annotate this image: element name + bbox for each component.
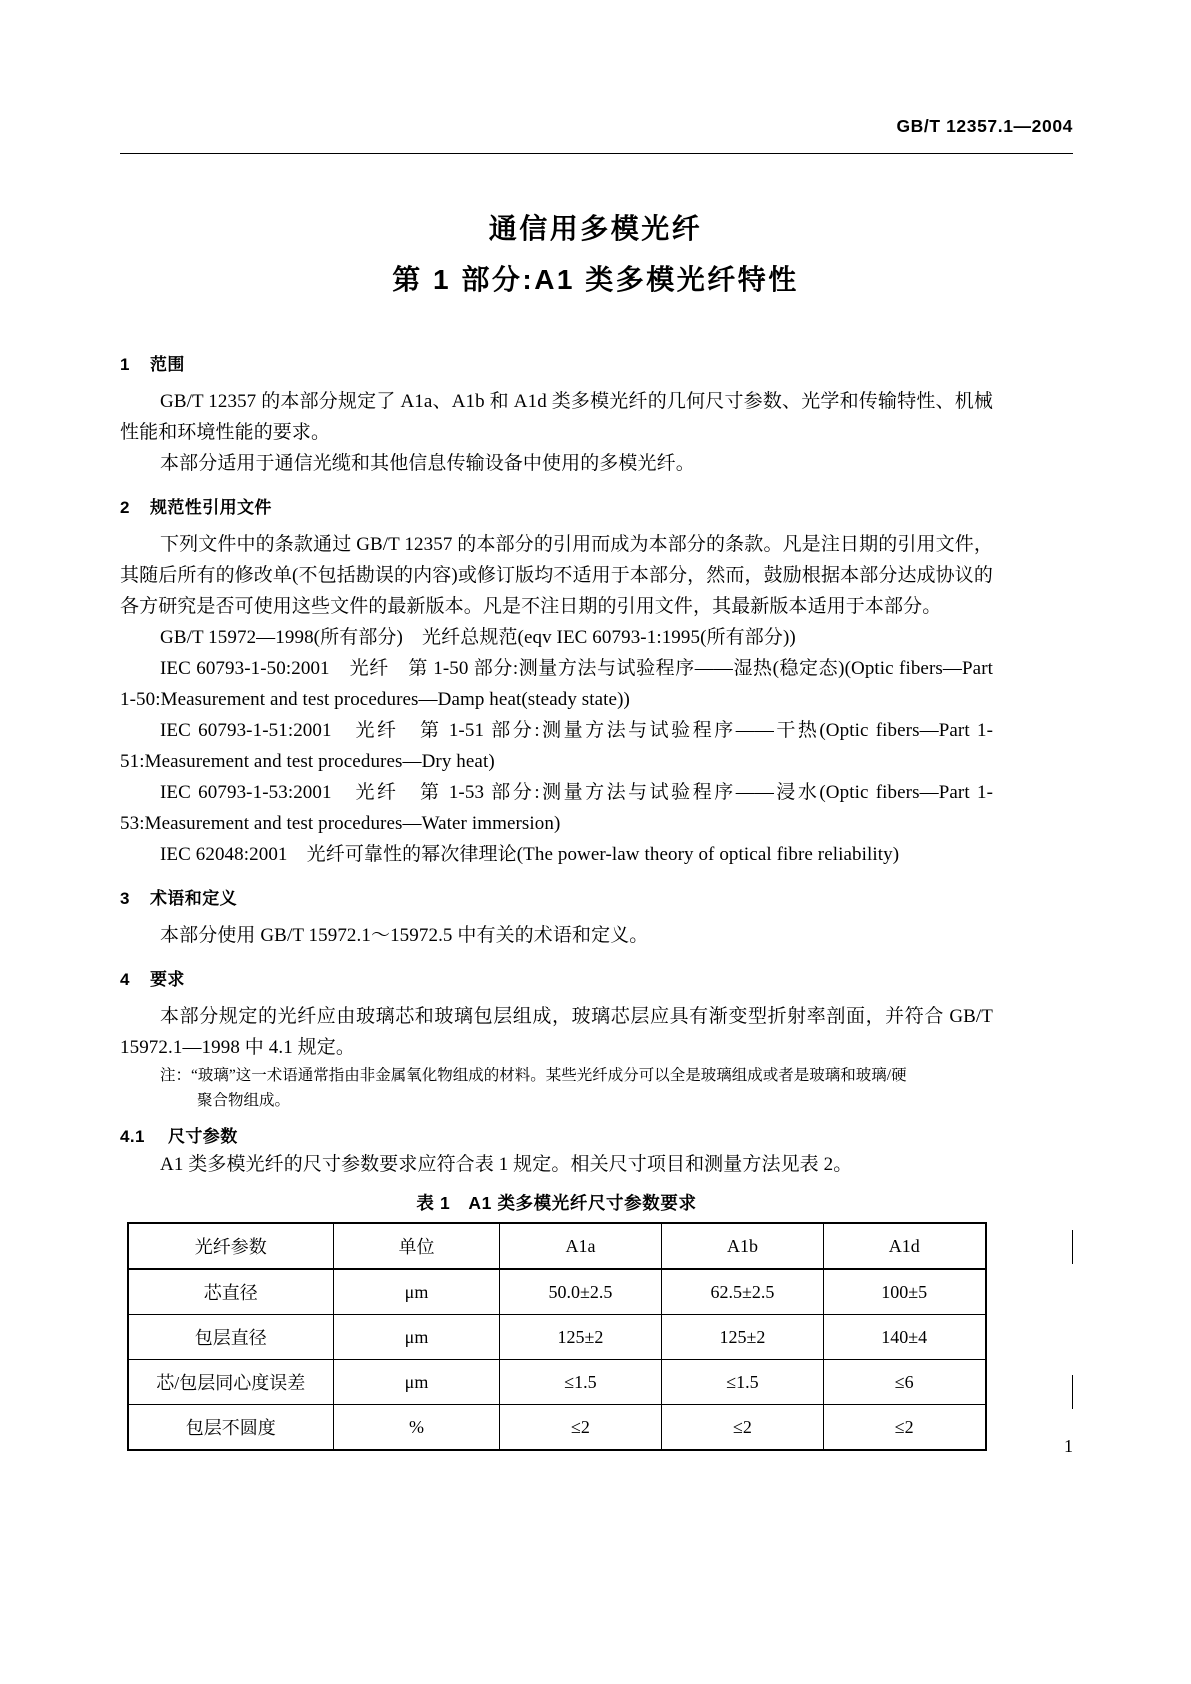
section-2-paragraph-1: 下列文件中的条款通过 GB/T 12357 的本部分的引用而成为本部分的条款。凡是注日期的引用文件，其随后所有的修改单(不包括勘误的内容)或修订版均不适用于本部分，然而，鼓励根据本部分达成协议的各方研究是否可使用这些文件的最新版本。凡是不注日期的引用文件，其最新版本适用于本部分。 (120, 534, 993, 617)
section-4-note-line-2: 聚合物组成。 (197, 1092, 291, 1109)
normative-reference-item: GB/T 15972—1998(所有部分) 光纤总规范(eqv IEC 60793-1:1995(所有部分)) (160, 627, 796, 648)
cell-unit: % (334, 1405, 500, 1451)
section-title-4: 要求 (150, 970, 185, 989)
cell-a1a: 125±2 (500, 1315, 662, 1360)
cell-parameter: 包层不圆度 (128, 1405, 334, 1451)
column-header-a1a: A1a (500, 1223, 662, 1269)
page-number: 1 (1064, 1436, 1073, 1456)
cell-unit: μm (334, 1315, 500, 1360)
section-number-4: 4 (120, 970, 130, 989)
margin-tick-top (1072, 1230, 1073, 1264)
section-number-3: 3 (120, 889, 130, 908)
section-4-note-line-1: 注：“玻璃”这一术语通常指由非金属氧化物组成的材料。某些光纤成分可以全是玻璃组成或者是玻璃和玻璃/硬 (160, 1067, 907, 1084)
table-header-row (128, 1223, 986, 1269)
cell-parameter: 芯/包层同心度误差 (128, 1360, 334, 1405)
section-heading-4 (120, 965, 993, 990)
section-4-1-paragraph-1: A1 类多模光纤的尺寸参数要求应符合表 1 规定。相关尺寸项目和测量方法见表 2。 (160, 1154, 853, 1175)
section-heading-4-1 (120, 1122, 993, 1147)
cell-a1b: ≤2 (662, 1405, 824, 1451)
cell-a1a: ≤2 (500, 1405, 662, 1451)
table-dimension-parameters (127, 1222, 987, 1451)
normative-reference-item: IEC 60793-1-50:2001 光纤 第 1-50 部分:测量方法与试验程序——湿热(稳定态)(Optic fibers—Part 1-50:Measurement and test procedures—Damp heat(steady state)) (120, 658, 993, 710)
section-heading-1 (120, 350, 993, 375)
cell-a1b: ≤1.5 (662, 1360, 824, 1405)
cell-parameter: 包层直径 (128, 1315, 334, 1360)
cell-a1d: ≤2 (824, 1405, 986, 1451)
cell-a1b: 62.5±2.5 (662, 1269, 824, 1315)
section-title-4-1: 尺寸参数 (168, 1127, 238, 1146)
table-row (128, 1315, 986, 1360)
cell-unit: μm (334, 1360, 500, 1405)
table-row (128, 1360, 986, 1405)
section-number-2: 2 (120, 498, 130, 517)
running-header-standard-number: GB/T 12357.1—2004 (896, 116, 1073, 136)
section-heading-2 (120, 493, 993, 518)
page-title-line-1: 通信用多模光纤 (488, 213, 703, 244)
cell-a1a: 50.0±2.5 (500, 1269, 662, 1315)
column-header-a1b: A1b (662, 1223, 824, 1269)
column-header-unit: 单位 (334, 1223, 500, 1269)
margin-tick-bottom (1072, 1375, 1073, 1409)
normative-reference-item: IEC 60793-1-53:2001 光纤 第 1-53 部分:测量方法与试验程序——浸水(Optic fibers—Part 1-53:Measurement and test procedures—Water immersion) (120, 782, 993, 834)
column-header-parameter: 光纤参数 (128, 1223, 334, 1269)
section-1-paragraph-2: 本部分适用于通信光缆和其他信息传输设备中使用的多模光纤。 (160, 453, 695, 474)
column-header-a1d: A1d (824, 1223, 986, 1269)
normative-reference-item: IEC 60793-1-51:2001 光纤 第 1-51 部分:测量方法与试验程序——干热(Optic fibers—Part 1-51:Measurement and test procedures—Dry heat) (120, 720, 993, 772)
page-title-line-2: 第 1 部分:A1 类多模光纤特性 (392, 264, 799, 295)
section-title-2: 规范性引用文件 (150, 498, 272, 517)
cell-a1a: ≤1.5 (500, 1360, 662, 1405)
header-rule (120, 153, 1073, 154)
table-row (128, 1405, 986, 1451)
cell-unit: μm (334, 1269, 500, 1315)
document-title-block (0, 208, 1191, 301)
cell-parameter: 芯直径 (128, 1269, 334, 1315)
cell-a1d: 140±4 (824, 1315, 986, 1360)
cell-a1b: 125±2 (662, 1315, 824, 1360)
normative-reference-item: IEC 62048:2001 光纤可靠性的幂次律理论(The power-law theory of optical fibre reliability) (160, 844, 900, 865)
section-title-3: 术语和定义 (150, 889, 237, 908)
table-1-caption: 表 1 A1 类多模光纤尺寸参数要求 (416, 1193, 697, 1213)
section-3-paragraph-1: 本部分使用 GB/T 15972.1～15972.5 中有关的术语和定义。 (160, 925, 649, 946)
section-heading-3 (120, 884, 993, 909)
section-title-1: 范围 (150, 355, 185, 374)
cell-a1d: ≤6 (824, 1360, 986, 1405)
section-number-1: 1 (120, 355, 130, 374)
section-4-paragraph-1: 本部分规定的光纤应由玻璃芯和玻璃包层组成，玻璃芯层应具有渐变型折射率剖面，并符合 GB/T 15972.1—1998 中 4.1 规定。 (120, 1006, 993, 1058)
document-body (120, 350, 993, 1451)
cell-a1d: 100±5 (824, 1269, 986, 1315)
section-number-4-1: 4.1 (120, 1127, 145, 1146)
section-1-paragraph-1: GB/T 12357 的本部分规定了 A1a、A1b 和 A1d 类多模光纤的几何尺寸参数、光学和传输特性、机械性能和环境性能的要求。 (120, 391, 993, 443)
table-row (128, 1269, 986, 1315)
